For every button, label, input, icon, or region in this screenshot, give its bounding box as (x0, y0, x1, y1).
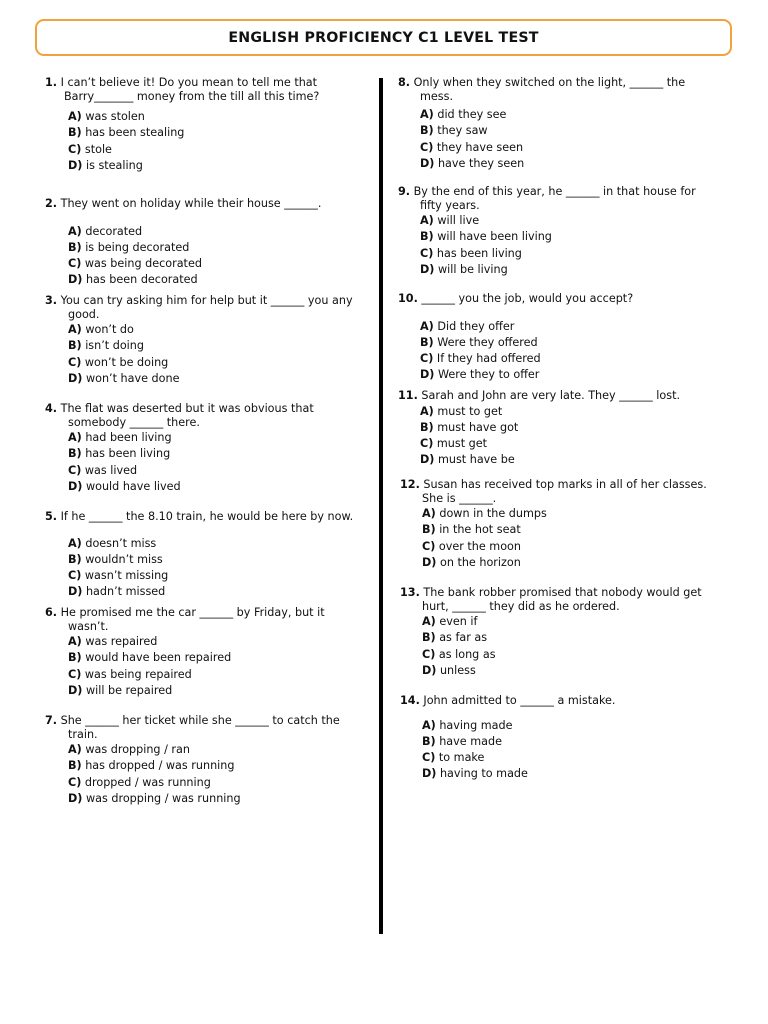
question-text: John admitted to ______ a mistake. (423, 694, 616, 707)
answer-options (45, 430, 314, 495)
answer-option[interactable] (420, 335, 633, 351)
question-stem-line (45, 76, 319, 90)
option-letter: C) (68, 463, 82, 477)
answer-option[interactable] (68, 371, 353, 387)
answer-option[interactable] (420, 319, 633, 335)
option-letter: D) (68, 371, 83, 385)
option-text: has been living (436, 246, 522, 260)
column-divider (379, 78, 383, 934)
question-11 (398, 389, 680, 469)
option-text: had been living (85, 431, 172, 444)
option-text: over the moon (438, 539, 521, 553)
answer-option[interactable] (422, 614, 702, 630)
answer-option[interactable] (422, 718, 615, 734)
option-text: Were they offered (437, 335, 538, 349)
answer-options (45, 322, 353, 387)
question-stem-line: She is ______. (422, 491, 497, 505)
answer-option[interactable] (68, 463, 314, 479)
answer-options (398, 213, 696, 278)
option-letter: D) (68, 791, 83, 805)
option-letter: B) (68, 552, 82, 566)
option-text: was dropping / was running (85, 791, 241, 805)
option-letter: A) (68, 635, 82, 648)
option-text: wouldn’t miss (85, 552, 163, 566)
option-text: was stolen (85, 110, 145, 123)
answer-option[interactable] (68, 683, 325, 699)
answer-option[interactable] (68, 742, 340, 758)
question-stem-line (45, 606, 325, 620)
answer-option[interactable] (68, 667, 325, 683)
answer-option[interactable] (420, 367, 633, 383)
option-text: was repaired (85, 635, 158, 648)
answer-option[interactable] (68, 224, 321, 240)
option-letter: A) (68, 536, 82, 550)
answer-option[interactable] (68, 479, 314, 495)
answer-option[interactable] (420, 107, 685, 123)
option-letter: D) (422, 663, 437, 677)
question-stem-line (398, 389, 680, 403)
question-stem-line (400, 694, 615, 708)
answer-option[interactable] (420, 213, 696, 229)
question-text: Only when they switched on the light, ______ the (413, 76, 686, 89)
question-text: Susan has received top marks in all of her classes. (423, 478, 707, 491)
option-letter: D) (68, 683, 83, 697)
question-stem-line (398, 185, 696, 199)
answer-option[interactable] (420, 156, 685, 172)
option-letter: D) (68, 273, 83, 287)
option-text: won’t have done (85, 371, 180, 385)
option-text: Were they to offer (437, 368, 540, 382)
question-stem-line (398, 76, 685, 90)
option-text: to make (438, 751, 485, 765)
option-text: having made (439, 718, 513, 732)
question-6 (45, 606, 325, 699)
answer-option[interactable] (422, 555, 707, 571)
question-8 (398, 76, 685, 172)
option-letter: D) (68, 158, 83, 172)
option-letter: B) (68, 759, 82, 773)
option-text: If they had offered (436, 352, 541, 366)
answer-option[interactable] (68, 758, 340, 774)
answer-options (400, 506, 707, 571)
answer-option[interactable] (420, 123, 685, 139)
question-text: He promised me the car ______ by Friday, but it (60, 606, 325, 619)
option-letter: B) (68, 126, 82, 140)
option-letter: C) (68, 355, 82, 369)
answer-option[interactable] (68, 158, 319, 174)
question-stem-line (398, 292, 633, 306)
option-letter: C) (68, 257, 82, 271)
question-13 (400, 586, 702, 679)
option-letter: D) (68, 479, 83, 493)
question-stem-line: hurt, ______ they did as he ordered. (422, 599, 620, 613)
question-2 (45, 197, 321, 289)
question-stem-line (400, 478, 707, 492)
answer-option[interactable] (422, 663, 702, 679)
answer-option[interactable] (422, 506, 707, 522)
option-letter: B) (68, 339, 82, 353)
answer-options (45, 536, 353, 601)
option-letter: D) (422, 555, 437, 569)
option-text: won’t be doing (84, 355, 169, 369)
option-letter: B) (420, 230, 434, 244)
answer-option[interactable] (422, 522, 707, 538)
question-text: Sarah and John are very late. They ______ lost. (421, 389, 681, 402)
question-text: You can try asking him for help but it ______ you any (60, 294, 353, 307)
option-letter: A) (68, 323, 82, 336)
question-10 (398, 292, 633, 384)
answer-options (398, 404, 680, 469)
question-stem-line: wasn’t. (68, 619, 109, 633)
answer-option[interactable] (68, 338, 353, 354)
question-stem-line: Barry_______ money from the till all this time? (64, 89, 320, 103)
option-text: won’t do (85, 323, 134, 336)
question-4 (45, 402, 314, 495)
option-text: they have seen (436, 140, 524, 154)
option-text: having to made (439, 767, 528, 781)
question-number: 1. (45, 76, 58, 89)
option-letter: D) (420, 453, 435, 467)
option-letter: B) (422, 523, 436, 537)
answer-options (45, 109, 319, 174)
option-text: wasn’t missing (84, 569, 169, 583)
answer-options (400, 718, 615, 783)
option-letter: A) (420, 214, 434, 227)
answer-option[interactable] (68, 650, 325, 666)
answer-option[interactable] (68, 272, 321, 288)
question-number: 11. (398, 389, 418, 402)
option-text: will live (437, 214, 480, 227)
answer-option[interactable] (68, 634, 325, 650)
option-text: in the hot seat (439, 523, 521, 537)
question-text: I can’t believe it! Do you mean to tell me that (60, 76, 318, 89)
option-letter: C) (422, 647, 436, 661)
answer-option[interactable] (422, 630, 702, 646)
question-number: 5. (45, 510, 58, 523)
question-3 (45, 294, 353, 387)
option-text: is stealing (85, 158, 143, 172)
answer-options (398, 107, 685, 172)
answer-option[interactable] (68, 430, 314, 446)
question-7 (45, 714, 340, 807)
option-text: must have got (437, 420, 519, 434)
option-text: would have lived (85, 479, 181, 493)
answer-option[interactable] (420, 229, 696, 245)
option-letter: B) (422, 631, 436, 645)
option-letter: A) (422, 507, 436, 520)
answer-option[interactable] (68, 568, 353, 584)
answer-option[interactable] (420, 404, 680, 420)
option-text: was being decorated (84, 257, 202, 271)
option-text: stole (84, 142, 112, 156)
option-letter: A) (422, 615, 436, 628)
option-letter: B) (422, 734, 436, 748)
option-text: unless (439, 663, 476, 677)
option-text: decorated (85, 224, 143, 238)
answer-option[interactable] (422, 539, 707, 555)
option-text: as long as (438, 647, 496, 661)
question-stem-line (400, 586, 702, 600)
option-letter: D) (422, 767, 437, 781)
question-text: The bank robber promised that nobody would get (423, 586, 702, 599)
question-number: 6. (45, 606, 58, 619)
question-stem-line: good. (68, 307, 100, 321)
option-letter: C) (420, 140, 434, 154)
option-letter: D) (420, 368, 435, 382)
question-number: 13. (400, 586, 420, 599)
option-letter: C) (422, 751, 436, 765)
answer-option[interactable] (68, 125, 319, 141)
option-letter: B) (420, 335, 434, 349)
option-letter: C) (420, 246, 434, 260)
answer-option[interactable] (68, 584, 353, 600)
answer-option[interactable] (68, 355, 353, 371)
option-text: have they seen (437, 156, 525, 170)
question-number: 7. (45, 714, 58, 727)
option-text: was lived (84, 463, 138, 477)
option-text: has dropped / was running (85, 759, 235, 773)
option-letter: C) (68, 775, 82, 789)
option-text: have made (439, 734, 502, 748)
option-letter: A) (68, 743, 82, 756)
question-number: 3. (45, 294, 58, 307)
option-letter: C) (68, 667, 82, 681)
question-stem-line: mess. (420, 89, 453, 103)
answer-option[interactable] (68, 322, 353, 338)
answer-option[interactable] (422, 647, 702, 663)
option-text: has been stealing (85, 126, 185, 140)
option-letter: A) (68, 224, 82, 238)
option-text: was being repaired (84, 667, 192, 681)
answer-option[interactable] (420, 452, 680, 468)
question-stem-line (45, 510, 353, 524)
question-text: The flat was deserted but it was obvious that (60, 402, 314, 415)
question-5 (45, 510, 353, 601)
question-1 (45, 76, 319, 174)
option-text: has been decorated (85, 273, 198, 287)
question-number: 8. (398, 76, 411, 89)
option-text: down in the dumps (439, 507, 547, 520)
answer-option[interactable] (420, 140, 685, 156)
question-14 (400, 694, 615, 783)
answer-option[interactable] (68, 256, 321, 272)
option-letter: A) (68, 110, 82, 123)
answer-option[interactable] (422, 734, 615, 750)
answer-options (45, 224, 321, 289)
option-text: must to get (437, 404, 503, 418)
option-letter: B) (68, 651, 82, 665)
question-stem-line (45, 714, 340, 728)
question-stem-line (45, 197, 321, 211)
option-letter: A) (68, 431, 82, 444)
option-text: will be living (437, 262, 508, 276)
answer-options (400, 614, 702, 679)
option-text: isn’t doing (85, 339, 144, 353)
option-text: is being decorated (85, 240, 190, 254)
option-letter: D) (68, 585, 83, 599)
question-9 (398, 185, 696, 278)
answer-option[interactable] (68, 775, 340, 791)
answer-options (45, 742, 340, 807)
option-text: Did they offer (437, 319, 515, 333)
answer-option[interactable] (422, 766, 615, 782)
question-stem-line: fifty years. (420, 198, 480, 212)
question-text: By the end of this year, he ______ in that house for (413, 185, 696, 198)
answer-option[interactable] (420, 420, 680, 436)
option-letter: A) (420, 319, 434, 333)
option-text: would have been repaired (85, 651, 232, 665)
question-text: If he ______ the 8.10 train, he would be here by now. (60, 510, 354, 523)
answer-option[interactable] (68, 142, 319, 158)
question-stem-line: train. (68, 727, 98, 741)
answer-option[interactable] (420, 351, 633, 367)
option-text: did they see (437, 108, 507, 121)
answer-option[interactable] (422, 750, 615, 766)
option-text: must have be (437, 453, 515, 467)
option-text: will have been living (437, 230, 552, 244)
answer-option[interactable] (68, 552, 353, 568)
question-number: 12. (400, 478, 420, 491)
question-text: ______ you the job, would you accept? (421, 292, 634, 305)
option-text: on the horizon (439, 555, 521, 569)
question-stem-line: somebody ______ there. (68, 415, 200, 429)
option-letter: A) (420, 404, 434, 418)
option-letter: B) (68, 447, 82, 461)
option-letter: B) (420, 420, 434, 434)
option-letter: A) (420, 108, 434, 121)
answer-option[interactable] (420, 262, 696, 278)
question-text: She ______ her ticket while she ______ to catch the (60, 714, 340, 727)
option-letter: C) (422, 539, 436, 553)
option-letter: C) (68, 569, 82, 583)
option-text: must get (436, 437, 488, 451)
question-stem-line (45, 294, 353, 308)
question-number: 9. (398, 185, 411, 198)
option-text: as far as (439, 631, 488, 645)
option-letter: B) (420, 124, 434, 138)
option-letter: D) (420, 156, 435, 170)
question-text: They went on holiday while their house ______. (60, 197, 322, 210)
question-12 (400, 478, 707, 571)
option-text: was dropping / ran (85, 743, 190, 756)
answer-options (398, 319, 633, 384)
option-letter: B) (68, 240, 82, 254)
page-title: ENGLISH PROFICIENCY C1 LEVEL TEST (228, 29, 539, 46)
question-number: 14. (400, 694, 420, 707)
answer-option[interactable] (420, 246, 696, 262)
answer-option[interactable] (420, 436, 680, 452)
question-stem-line (45, 402, 314, 416)
option-letter: C) (420, 352, 434, 366)
option-text: they saw (437, 124, 488, 138)
option-letter: C) (68, 142, 82, 156)
answer-option[interactable] (68, 536, 353, 552)
question-number: 2. (45, 197, 58, 210)
option-letter: C) (420, 437, 434, 451)
question-number: 10. (398, 292, 418, 305)
option-text: will be repaired (85, 683, 173, 697)
answer-options (45, 634, 325, 699)
question-number: 4. (45, 402, 58, 415)
option-text: has been living (85, 447, 171, 461)
answer-option[interactable] (68, 791, 340, 807)
option-letter: A) (422, 718, 436, 732)
option-text: hadn’t missed (85, 585, 166, 599)
answer-option[interactable] (68, 109, 319, 125)
option-text: dropped / was running (84, 775, 211, 789)
option-letter: D) (420, 262, 435, 276)
option-text: doesn’t miss (85, 536, 157, 550)
answer-option[interactable] (68, 240, 321, 256)
title-box (35, 19, 732, 56)
option-text: even if (439, 615, 478, 628)
answer-option[interactable] (68, 446, 314, 462)
